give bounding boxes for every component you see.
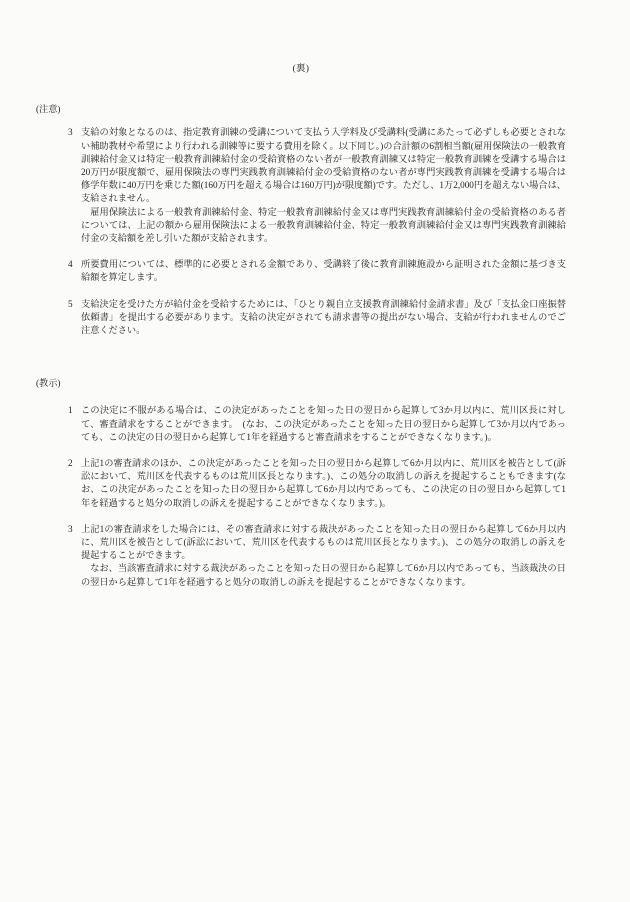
item-body [81,404,566,444]
item-number: 3 [68,523,73,534]
item-number: 2 [68,458,73,469]
paragraph: 雇用保険法による一般教育訓練給付金、特定一般教育訓練給付金又は専門実践教育訓練給付金の受給資格のある者については、上記の額から雇用保険法による一般教育訓練給付金、特定一般教育訓練給付金又は専門実践教育訓練給付金の支給額を差し引いた額が支給されます。 [81,206,566,244]
item-body [81,126,566,245]
item-body [81,258,566,284]
item-number: 1 [68,405,73,416]
note-item-5 [68,298,566,338]
note-item-4 [68,258,566,284]
item-number: 3 [68,127,73,138]
paragraph: この決定に不服がある場合は、この決定があったことを知った日の翌日から起算して3か月以内に、荒川区長に対して、審査請求をすることができます。 (なお、この決定があったことを知った日の翌日から起算して3か月以内であっても、この決定の日の翌日から起算して1年を経過すると審査請求をすることができなくなります。)。 [81,405,566,442]
section-notes-heading: (注意) [36,104,61,115]
item-body [81,298,566,338]
paragraph: 所要費用については、標準的に必要とされる金額であり、受講終了後に教育訓練施設から証明された金額に基づき支給額を算定します。 [81,259,566,283]
paragraph: 上記1の審査請求をした場合には、その審査請求に対する裁決があったことを知った日の翌日から起算して6か月以内に、荒川区を被告として(訴訟において、荒川区を代表するものは荒川区長となります。)、この処分の取消しの訴えを提起することができます。 [81,523,566,561]
instruction-item-2 [68,457,566,510]
item-body [81,457,566,510]
paragraph: なお、当該審査請求に対する裁決があったことを知った日の翌日から起算して6か月以内であっても、当該裁決の日の翌日から起算して1年を経過すると処分の取消しの訴えを提起することができなくなります。 [81,563,566,587]
instruction-item-3 [68,523,566,589]
instruction-item-1 [68,404,566,444]
item-number: 5 [68,298,73,309]
note-item-3 [68,126,566,245]
section-instructions [36,377,566,589]
item-number: 4 [68,259,73,270]
page-side-label: (裏) [292,63,310,73]
paragraph: 支給の対象となるのは、指定教育訓練の受講について支払う入学料及び受講料(受講にあたって必ずしも必要とされない補助教材や希望により行われる訓練等に要する費用を除く。以下同じ。)の合計額の6割相当額(雇用保険法の一般教育訓練給付金又は特定一般教育訓練給付金の受給資格のない者が一般教育訓練又は特定一般教育訓練を受講する場合は20万円が限度額で、雇用保険法の専門実践教育訓練給付金の受給資格のない者が専門実践教育訓練を受講する場合は修学年数に40万円を乗じた額(160万円を超える場合は160万円)が限度額)です。ただし、1万2,000円を超えない場合は、支給されません。 [81,127,566,204]
item-body [81,523,566,589]
paragraph: 支給決定を受けた方が給付金を受給するためには、「ひとり親自立支援教育訓練給付金請求書」及び「支払金口座振替依頼書」を提出する必要があります。支給の決定がされても請求書等の提出がない場合、支給が行われませんのでご注意ください。 [81,298,566,336]
section-instructions-heading: (教示) [36,378,61,389]
paragraph: 上記1の審査請求のほか、この決定があったことを知った日の翌日から起算して6か月以内に、荒川区を被告として(訴訟において、荒川区を代表するものは荒川区長となります。)、この処分の取消しの訴えを提起することもできます(なお、この決定があったことを知った日の翌日から起算して6か月以内であっても、この決定の日の翌日から起算して1年を経過すると処分の取消しの訴えを提起することができなくなります。)。 [81,458,566,508]
section-notes [36,103,566,337]
